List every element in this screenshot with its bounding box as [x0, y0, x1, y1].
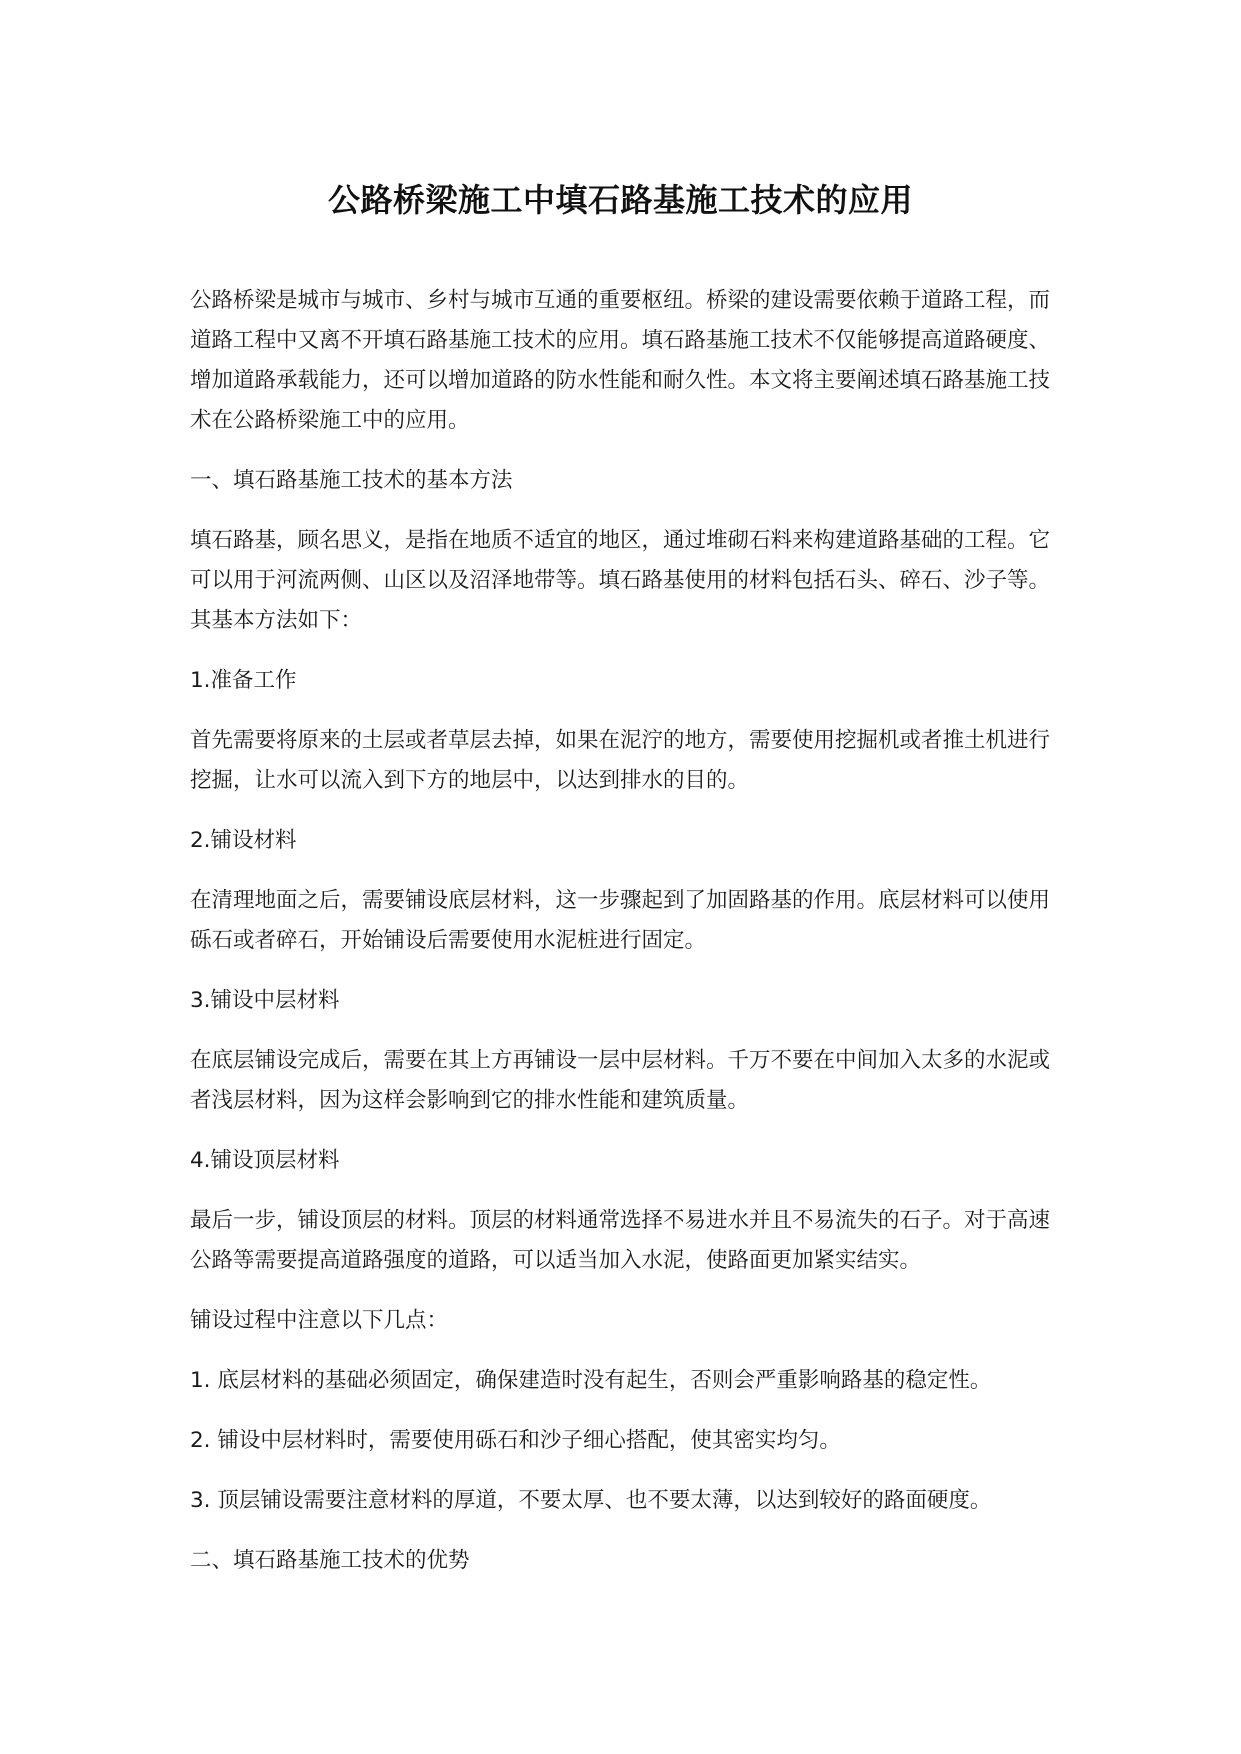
step-heading-4: 4.铺设顶层材料	[190, 1148, 340, 1173]
body-paragraph: 在清理地面之后，需要铺设底层材料，这一步骤起到了加固路基的作用。底层材料可以使用砾石或者碎石，开始铺设后需要使用水泥桩进行固定。	[190, 888, 1051, 953]
section-heading-1: 一、填石路基施工技术的基本方法	[190, 468, 513, 493]
note-item: 1. 底层材料的基础必须固定，确保建造时没有起生，否则会严重影响路基的稳定性。	[190, 1368, 992, 1393]
body-paragraph: 首先需要将原来的土层或者草层去掉，如果在泥泞的地方，需要使用挖掘机或者推土机进行挖掘，让水可以流入到下方的地层中，以达到排水的目的。	[190, 728, 1051, 793]
body-paragraph: 填石路基，顾名思义，是指在地质不适宜的地区，通过堆砌石料来构建道路基础的工程。它可以用于河流两侧、山区以及沼泽地带等。填石路基使用的材料包括石头、碎石、沙子等。其基本方法如下：	[190, 528, 1051, 633]
notes-intro: 铺设过程中注意以下几点：	[190, 1308, 449, 1333]
body-paragraph: 最后一步，铺设顶层的材料。顶层的材料通常选择不易进水并且不易流失的石子。对于高速公路等需要提高道路强度的道路，可以适当加入水泥，使路面更加紧实结实。	[190, 1208, 1051, 1273]
step-heading-3: 3.铺设中层材料	[190, 988, 340, 1013]
note-item: 3. 顶层铺设需要注意材料的厚道，不要太厚、也不要太薄，以达到较好的路面硬度。	[190, 1488, 992, 1513]
document-body	[190, 281, 1050, 1601]
section-heading-2: 二、填石路基施工技术的优势	[190, 1548, 470, 1573]
step-heading-1: 1.准备工作	[190, 668, 297, 693]
document-title: 公路桥梁施工中填石路基施工技术的应用	[327, 181, 913, 219]
step-heading-2: 2.铺设材料	[190, 828, 297, 853]
intro-paragraph: 公路桥梁是城市与城市、乡村与城市互通的重要枢纽。桥梁的建设需要依赖于道路工程，而道路工程中又离不开填石路基施工技术的应用。填石路基施工技术不仅能够提高道路硬度、增加道路承载能力，还可以增加道路的防水性能和耐久性。本文将主要阐述填石路基施工技术在公路桥梁施工中的应用。	[190, 288, 1051, 433]
body-paragraph: 在底层铺设完成后，需要在其上方再铺设一层中层材料。千万不要在中间加入太多的水泥或者浅层材料，因为这样会影响到它的排水性能和建筑质量。	[190, 1048, 1051, 1113]
note-item: 2. 铺设中层材料时，需要使用砾石和沙子细心搭配，使其密实均匀。	[190, 1428, 841, 1453]
